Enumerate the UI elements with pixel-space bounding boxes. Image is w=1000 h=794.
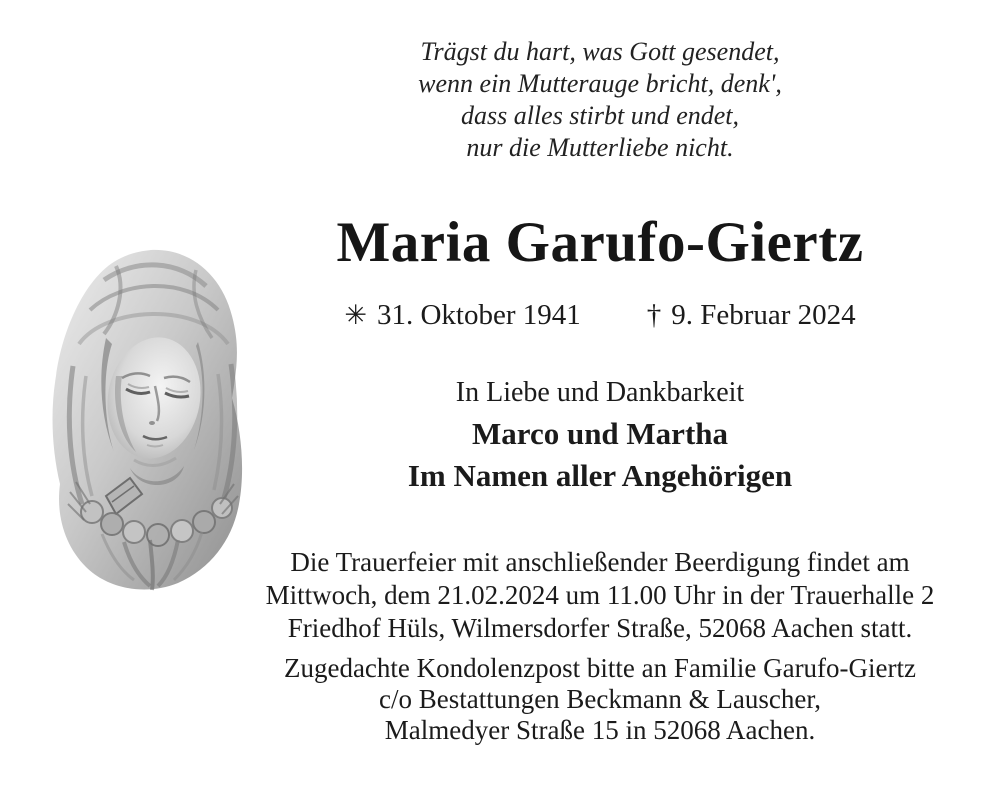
condolence-line: Malmedyer Straße 15 in 52068 Aachen. (384, 715, 816, 745)
poem-line: nur die Mutterliebe nicht. (466, 133, 734, 162)
death-date-text: 9. Februar 2024 (671, 299, 856, 331)
condolence-line: Zugedachte Kondolenzpost bitte an Familie Garufo-Giertz (283, 653, 917, 683)
birth-date-text: 31. Oktober 1941 (376, 299, 581, 331)
poem-line: wenn ein Mutterauge bricht, denk', (418, 69, 782, 98)
funeral-information (200, 546, 1000, 645)
death-cross-symbol: † (646, 299, 662, 331)
death-date (647, 299, 856, 332)
dedication-line: In Liebe und Dankbarkeit (455, 377, 745, 408)
funeral-line: Mittwoch, dem 21.02.2024 um 11.00 Uhr in der Trauerhalle 2 (265, 580, 935, 610)
poem-line: Trägst du hart, was Gott gesendet, (420, 37, 780, 66)
deceased-name: Maria Garufo-Giertz (336, 211, 864, 274)
mourners-names: Marco und Martha (471, 416, 729, 451)
memorial-poem (200, 36, 1000, 164)
birth-date (344, 299, 580, 332)
funeral-line: Friedhof Hüls, Wilmersdorfer Straße, 52068 Aachen statt. (287, 613, 913, 643)
condolence-information (200, 653, 1000, 746)
born-star-symbol: ✳ (344, 300, 367, 330)
condolence-line: c/o Bestattungen Beckmann & Lauscher, (378, 684, 822, 714)
life-dates (200, 299, 1000, 332)
on-behalf-line: Im Namen aller Angehörigen (407, 458, 793, 493)
poem-line: dass alles stirbt und endet, (460, 101, 740, 130)
funeral-line: Die Trauerfeier mit anschließender Beerdigung findet am (290, 547, 910, 577)
